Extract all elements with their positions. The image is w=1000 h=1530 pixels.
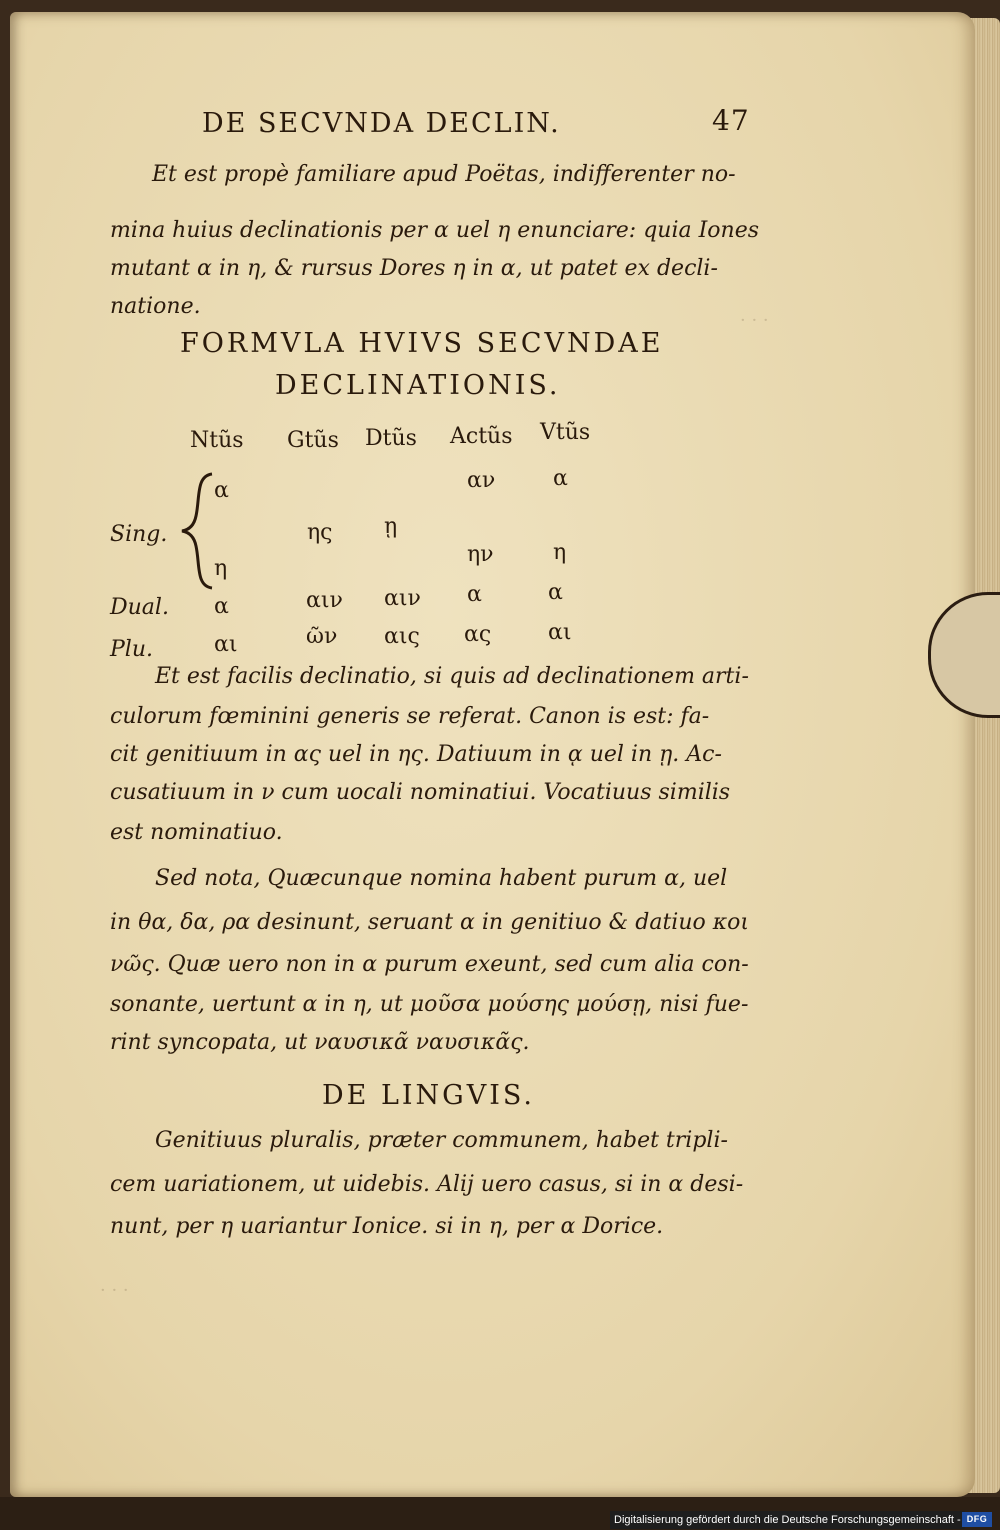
text-line: Sed nota, Quæcunque nomina habent purum α, uel bbox=[155, 866, 728, 891]
table-cell: αις bbox=[384, 624, 420, 649]
table-cell: αι bbox=[548, 620, 572, 645]
digitization-credit: Digitalisierung gefördert durch die Deutsche Forschungsgemeinschaft - bbox=[610, 1511, 965, 1529]
text-line: cem uariationem, ut uidebis. Alij uero casus, si in α desi- bbox=[110, 1172, 744, 1197]
text-line: in θα, δα, ρα desinunt, seruant α in genitiuo & datiuo κοι bbox=[110, 910, 750, 935]
formula-title-line1: FORMVLA HVIVS SECVNDAE bbox=[180, 328, 664, 359]
table-cell: α bbox=[214, 594, 229, 619]
text-line: Et est facilis declinatio, si quis ad declinationem arti- bbox=[155, 664, 749, 689]
text-line: natione. bbox=[110, 294, 201, 319]
text-line: mina huius declinationis per α uel η enunciare: quia Iones bbox=[110, 218, 759, 243]
text-line: cusatiuum in ν cum uocali nominatiui. Vocatiuus similis bbox=[110, 780, 731, 805]
table-cell: α bbox=[553, 466, 568, 491]
bleed-through-mark: · · · bbox=[740, 310, 769, 331]
text-line: est nominatiuo. bbox=[110, 820, 283, 845]
table-cell: α bbox=[548, 580, 563, 605]
table-cell: η bbox=[553, 540, 567, 565]
row-label-dual: Dual. bbox=[110, 595, 169, 620]
table-cell: η bbox=[214, 556, 228, 581]
text-line: Et est propè familiare apud Poëtas, indifferenter no- bbox=[152, 162, 736, 187]
table-cell: αιν bbox=[384, 586, 421, 611]
text-line: nunt, per η uariantur Ionice. si in η, per α Dorice. bbox=[110, 1214, 664, 1239]
table-header-genitive: Gtũs bbox=[287, 428, 339, 453]
table-header-accusative: Actũs bbox=[450, 424, 513, 449]
table-cell: ῶν bbox=[306, 624, 338, 649]
bleed-through-mark: · · · bbox=[100, 1280, 129, 1301]
dfg-logo-icon: DFG bbox=[962, 1512, 992, 1527]
text-line: sonante, uertunt α in η, ut μοῦσα μούσης μούσῃ, nisi fue- bbox=[110, 992, 749, 1017]
table-cell: α bbox=[214, 478, 229, 503]
running-head: DE SECVNDA DECLIN. bbox=[202, 108, 561, 139]
text-line: νῶς. Quæ uero non in α purum exeunt, sed cum alia con- bbox=[110, 952, 749, 977]
table-cell: ης bbox=[307, 520, 333, 545]
row-label-plural: Plu. bbox=[110, 637, 154, 662]
text-line: Genitiuus pluralis, præter communem, habet tripli- bbox=[155, 1128, 728, 1153]
table-cell: αιν bbox=[306, 588, 343, 613]
row-label-singular: Sing. bbox=[110, 522, 168, 547]
table-cell: αν bbox=[467, 468, 496, 493]
table-cell: ῃ bbox=[384, 514, 398, 539]
formula-title-line2: DECLINATIONIS. bbox=[275, 370, 561, 401]
table-header-dative: Dtũs bbox=[365, 426, 417, 451]
text-line: culorum fœminini generis se referat. Canon is est: fa- bbox=[110, 704, 710, 729]
table-cell: ην bbox=[467, 542, 494, 567]
table-cell: α bbox=[467, 582, 482, 607]
brace-icon bbox=[178, 470, 218, 592]
text-line: cit genitiuum in ας uel in ης. Datiuum in ᾳ uel in ῃ. Ac- bbox=[110, 742, 722, 767]
table-cell: ας bbox=[464, 622, 492, 647]
text-line: mutant α in η, & rursus Dores η in α, ut patet ex decli- bbox=[110, 256, 718, 281]
text-line: rint syncopata, ut ναυσικᾶ ναυσικᾶς. bbox=[110, 1030, 530, 1055]
section-heading: DE LINGVIS. bbox=[322, 1080, 536, 1111]
table-cell: αι bbox=[214, 632, 238, 657]
page-number: 47 bbox=[712, 104, 750, 137]
table-header-vocative: Vtũs bbox=[540, 420, 591, 445]
table-header-nominative: Ntũs bbox=[190, 428, 244, 453]
